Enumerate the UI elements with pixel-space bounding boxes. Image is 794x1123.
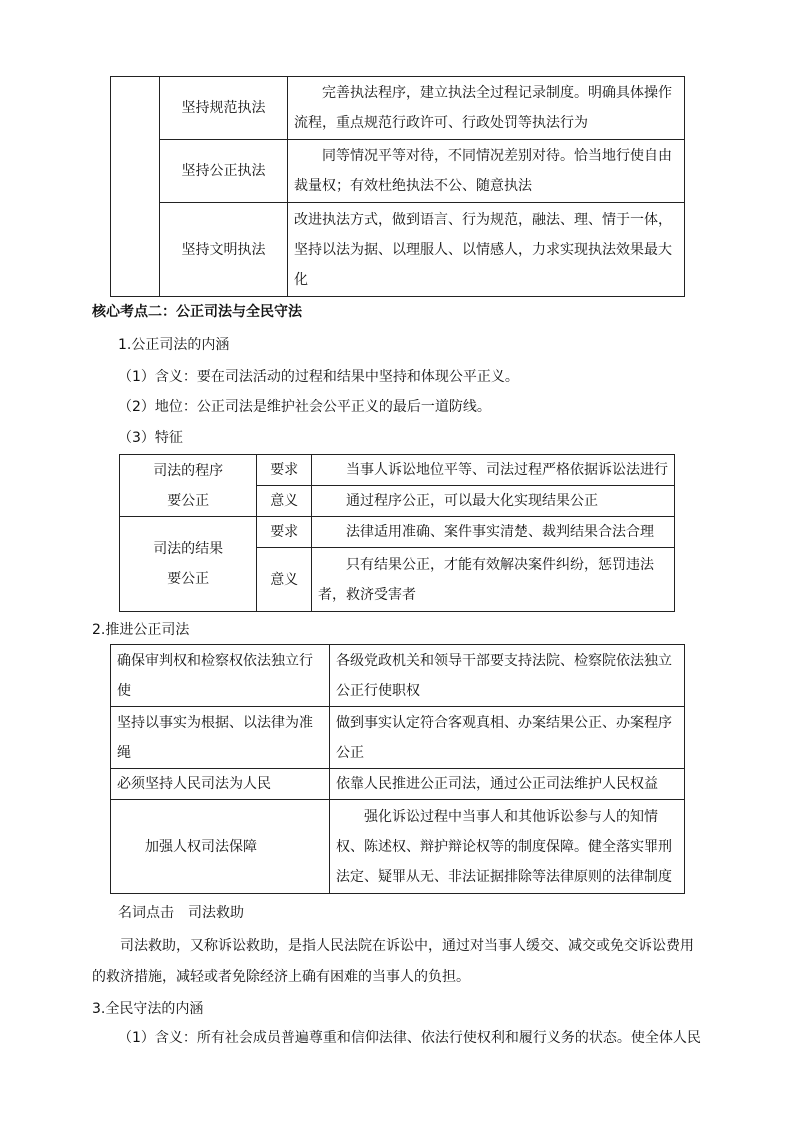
content-cell: 强化诉讼过程中当事人和其他诉讼参与人的知情权、陈述权、辩护辩论权等的制度保障。健全落实罪刑法定、疑罪从无、非法证据排除等法律原则的法律制度 — [330, 800, 685, 894]
measure-cell: 必须坚持人民司法为人民 — [111, 769, 330, 800]
item2-title: 2.推进公正司法 — [92, 622, 190, 638]
significance-text: 只有结果公正，才能有效解决案件纠纷，惩罚违法者，救济受害者 — [312, 548, 675, 612]
content-cell: 各级党政机关和领导干部要支持法院、检察院依法独立公正行使职权 — [330, 645, 685, 707]
requirement-label: 要求 — [257, 517, 312, 548]
desc-cell: 改进执法方式，做到语言、行为规范，融法、理、情于一体，坚持以法为据、以理服人、以情感人，力求实现执法效果最大化 — [288, 203, 685, 297]
requirement-label: 要求 — [257, 455, 312, 486]
result-label-line2: 要公正 — [167, 571, 210, 587]
content-cell: 依靠人民推进公正司法，通过公正司法维护人民权益 — [330, 769, 685, 800]
result-label-line1: 司法的结果 — [153, 541, 224, 557]
content-cell: 做到事实认定符合客观真相、办案结果公正、办案程序公正 — [330, 707, 685, 769]
item3-meaning: （1）含义：所有社会成员普遍尊重和信仰法律、依法行使权利和履行义务的状态。使全体人民 — [118, 1030, 701, 1046]
principle-cell: 坚持公正执法 — [160, 140, 288, 203]
item1-title: 1.公正司法的内涵 — [118, 337, 230, 353]
requirement-text: 法律适用准确、案件事实清楚、裁判结果合法合理 — [312, 517, 675, 548]
measure-cell: 加强人权司法保障 — [111, 800, 330, 894]
law-enforcement-table — [110, 76, 685, 297]
procedure-label-line1: 司法的程序 — [153, 462, 224, 479]
requirement-text: 当事人诉讼地位平等、司法过程严格依据诉讼法进行 — [312, 455, 675, 486]
procedure-label-line2: 要公正 — [167, 492, 210, 509]
principle-cell: 坚持文明执法 — [160, 203, 288, 297]
measure-cell: 确保审判权和检察权依法独立行使 — [111, 645, 330, 707]
significance-text: 通过程序公正，可以最大化实现结果公正 — [312, 486, 675, 517]
promote-justice-table — [110, 644, 685, 894]
merged-blank-cell — [111, 77, 160, 297]
desc-cell: 完善执法程序，建立执法全过程记录制度。明确具体操作流程，重点规范行政许可、行政处罚等执法行为 — [288, 77, 685, 140]
section-heading: 核心考点二：公正司法与全民守法 — [92, 304, 302, 320]
procedure-label — [120, 455, 257, 517]
measure-cell: 坚持以事实为根据、以法律为准绳 — [111, 707, 330, 769]
desc-cell: 同等情况平等对待，不同情况差别对待。恰当地行使自由裁量权；有效杜绝执法不公、随意执法 — [288, 140, 685, 203]
justice-features-table — [119, 454, 675, 612]
principle-cell: 坚持规范执法 — [160, 77, 288, 140]
result-label — [120, 517, 257, 612]
term-body: 司法救助，又称诉讼救助，是指人民法院在诉讼中，通过对当事人缓交、减交或免交诉讼费用的救济措施，减轻或者免除经济上确有困难的当事人的负担。 — [92, 938, 694, 985]
item1-status: （2）地位：公正司法是维护社会公平正义的最后一道防线。 — [118, 399, 491, 415]
term-heading: 名词点击 司法救助 — [118, 905, 244, 921]
item3-title: 3.全民守法的内涵 — [92, 1001, 204, 1017]
significance-label: 意义 — [257, 548, 312, 612]
significance-label: 意义 — [257, 486, 312, 517]
item1-features: （3）特征 — [118, 430, 183, 446]
item1-meaning: （1）含义：要在司法活动的过程和结果中坚持和体现公平正义。 — [118, 369, 519, 385]
